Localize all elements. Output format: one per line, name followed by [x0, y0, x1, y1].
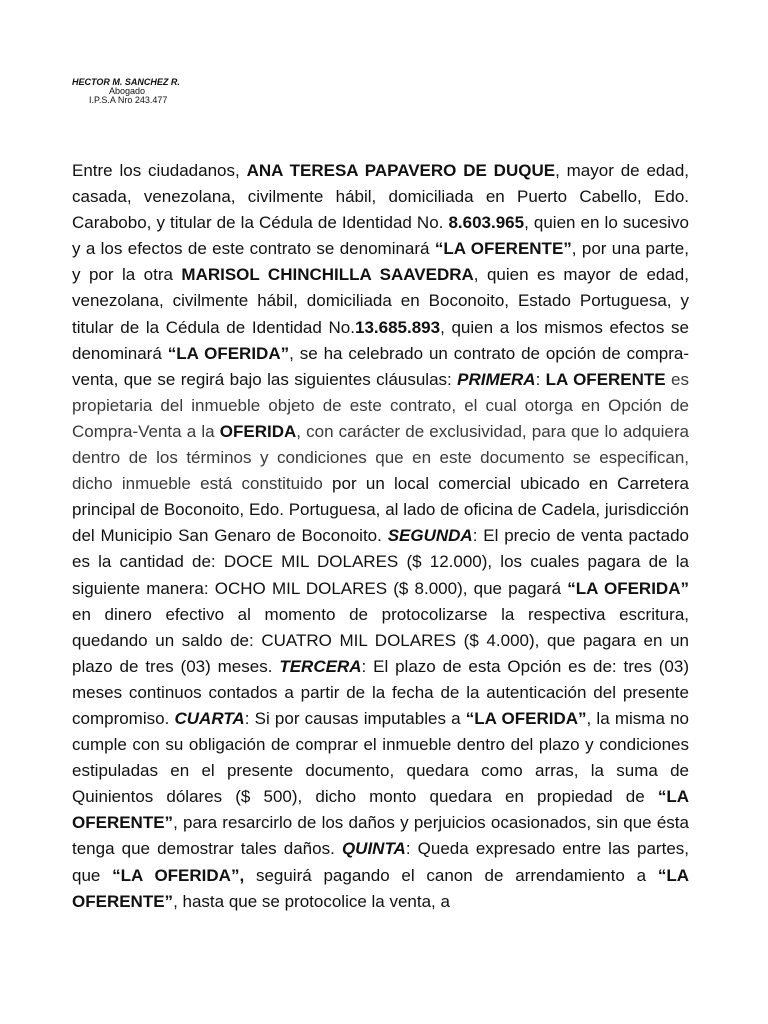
- text-segment: : El plazo de esta Opción es de: tres (03) meses continuos contados a partir de la fecha de la autenticación del presente compromiso.: [72, 656, 689, 728]
- text-segment: :: [535, 369, 546, 389]
- clause-heading: PRIMERA: [457, 369, 536, 389]
- lawyer-title: Abogado: [109, 86, 146, 96]
- text-segment: , quien en lo sucesivo y a los efectos de este contrato se denominará: [72, 213, 689, 259]
- oferida-name: MARISOL CHINCHILLA SAAVEDRA: [181, 265, 474, 285]
- oferente-id-number: 8.603.965: [448, 213, 525, 233]
- party-label: OFERIDA: [219, 421, 297, 441]
- party-label: “LA OFERENTE”: [72, 787, 689, 833]
- lawyer-name: HECTOR M. SANCHEZ R.: [72, 77, 180, 87]
- clause-heading: QUINTA: [341, 839, 406, 859]
- party-label: LA OFERENTE: [545, 369, 666, 389]
- party-label: “LA OFERIDA”: [167, 343, 290, 363]
- party-label: “LA OFERIDA”,: [112, 865, 245, 885]
- text-segment: , hasta que se protocolice la venta, a: [173, 891, 450, 911]
- text-segment: , con carácter de exclusividad, para que lo adquiera dentro de los términos y condiciones que en este documento se especifican, dicho inmueble está constituido: [72, 421, 689, 494]
- text-segment: , quien a los mismos efectos se denominará: [72, 317, 689, 363]
- contract-body: [72, 158, 689, 915]
- clause-heading: TERCERA: [279, 656, 362, 676]
- text-segment: : El precio de venta pactado es la cantidad de: DOCE MIL DOLARES ($ 12.000), los cuales pagara de la siguiente manera: OCHO MIL DOLARES ($ 8.000), que pagará: [72, 526, 689, 598]
- text-segment: , se ha celebrado un contrato de opción de compra-venta, que se regirá bajo las siguientes cláusulas:: [72, 343, 690, 389]
- clause-heading: SEGUNDA: [387, 526, 473, 546]
- text-segment: : Queda expresado entre las partes, que: [72, 839, 689, 885]
- text-segment: , por una parte, y por la otra: [72, 239, 689, 285]
- text-segment: Entre los ciudadanos,: [72, 161, 247, 180]
- party-label: “LA OFERENTE”: [434, 239, 572, 259]
- text-segment: es propietaria del inmueble objeto de este contrato, el cual otorga en Opción de Compra-Venta a la: [72, 369, 689, 441]
- oferida-id-number: 13.685.893: [354, 317, 441, 337]
- text-segment: , quien es mayor de edad, venezolana, civilmente hábil, domiciliada en Boconoito, Estado Portuguesa, y titular de la Cédula de Identidad No.: [72, 265, 689, 337]
- letterhead: [72, 78, 180, 105]
- party-label: “LA OFERENTE”: [72, 865, 689, 911]
- party-label: “LA OFERIDA”: [465, 708, 587, 728]
- oferente-name: ANA TERESA PAPAVERO DE DUQUE: [246, 161, 556, 180]
- text-segment: seguirá pagando el canon de arrendamiento a: [244, 865, 658, 885]
- text-segment: : Si por causas imputables a: [244, 708, 466, 728]
- lawyer-ipsa-number: I.P.S.A Nro 243.477: [89, 95, 168, 105]
- text-segment: , para resarcirlo de los daños y perjuicios ocasionados, sin que ésta tenga que demostrar tales daños.: [72, 813, 689, 859]
- text-segment: , la misma no cumple con su obligación de comprar el inmueble dentro del plazo y condiciones estipuladas en el presente documento, quedara como arras, la suma de Quinientos dólares ($ 500), dicho monto quedara en propiedad de: [72, 708, 690, 807]
- text-segment: en dinero efectivo al momento de protocolizarse la respectiva escritura, quedando un saldo de: CUATRO MIL DOLARES ($ 4.000), que pagara en un plazo de tres (03) meses.: [72, 604, 689, 676]
- text-segment: por un local comercial ubicado en Carretera principal de Boconoito, Edo. Portuguesa, al lado de oficina de Cadela, jurisdicción del Municipio San Genaro de Boconoito.: [72, 474, 689, 546]
- party-label: “LA OFERIDA”: [567, 578, 689, 598]
- text-segment: , mayor de edad, casada, venezolana, civilmente hábil, domiciliada en Puerto Cabello, Edo. Carabobo, y titular de la Cédula de Identidad No.: [72, 161, 689, 233]
- clause-heading: CUARTA: [174, 708, 245, 728]
